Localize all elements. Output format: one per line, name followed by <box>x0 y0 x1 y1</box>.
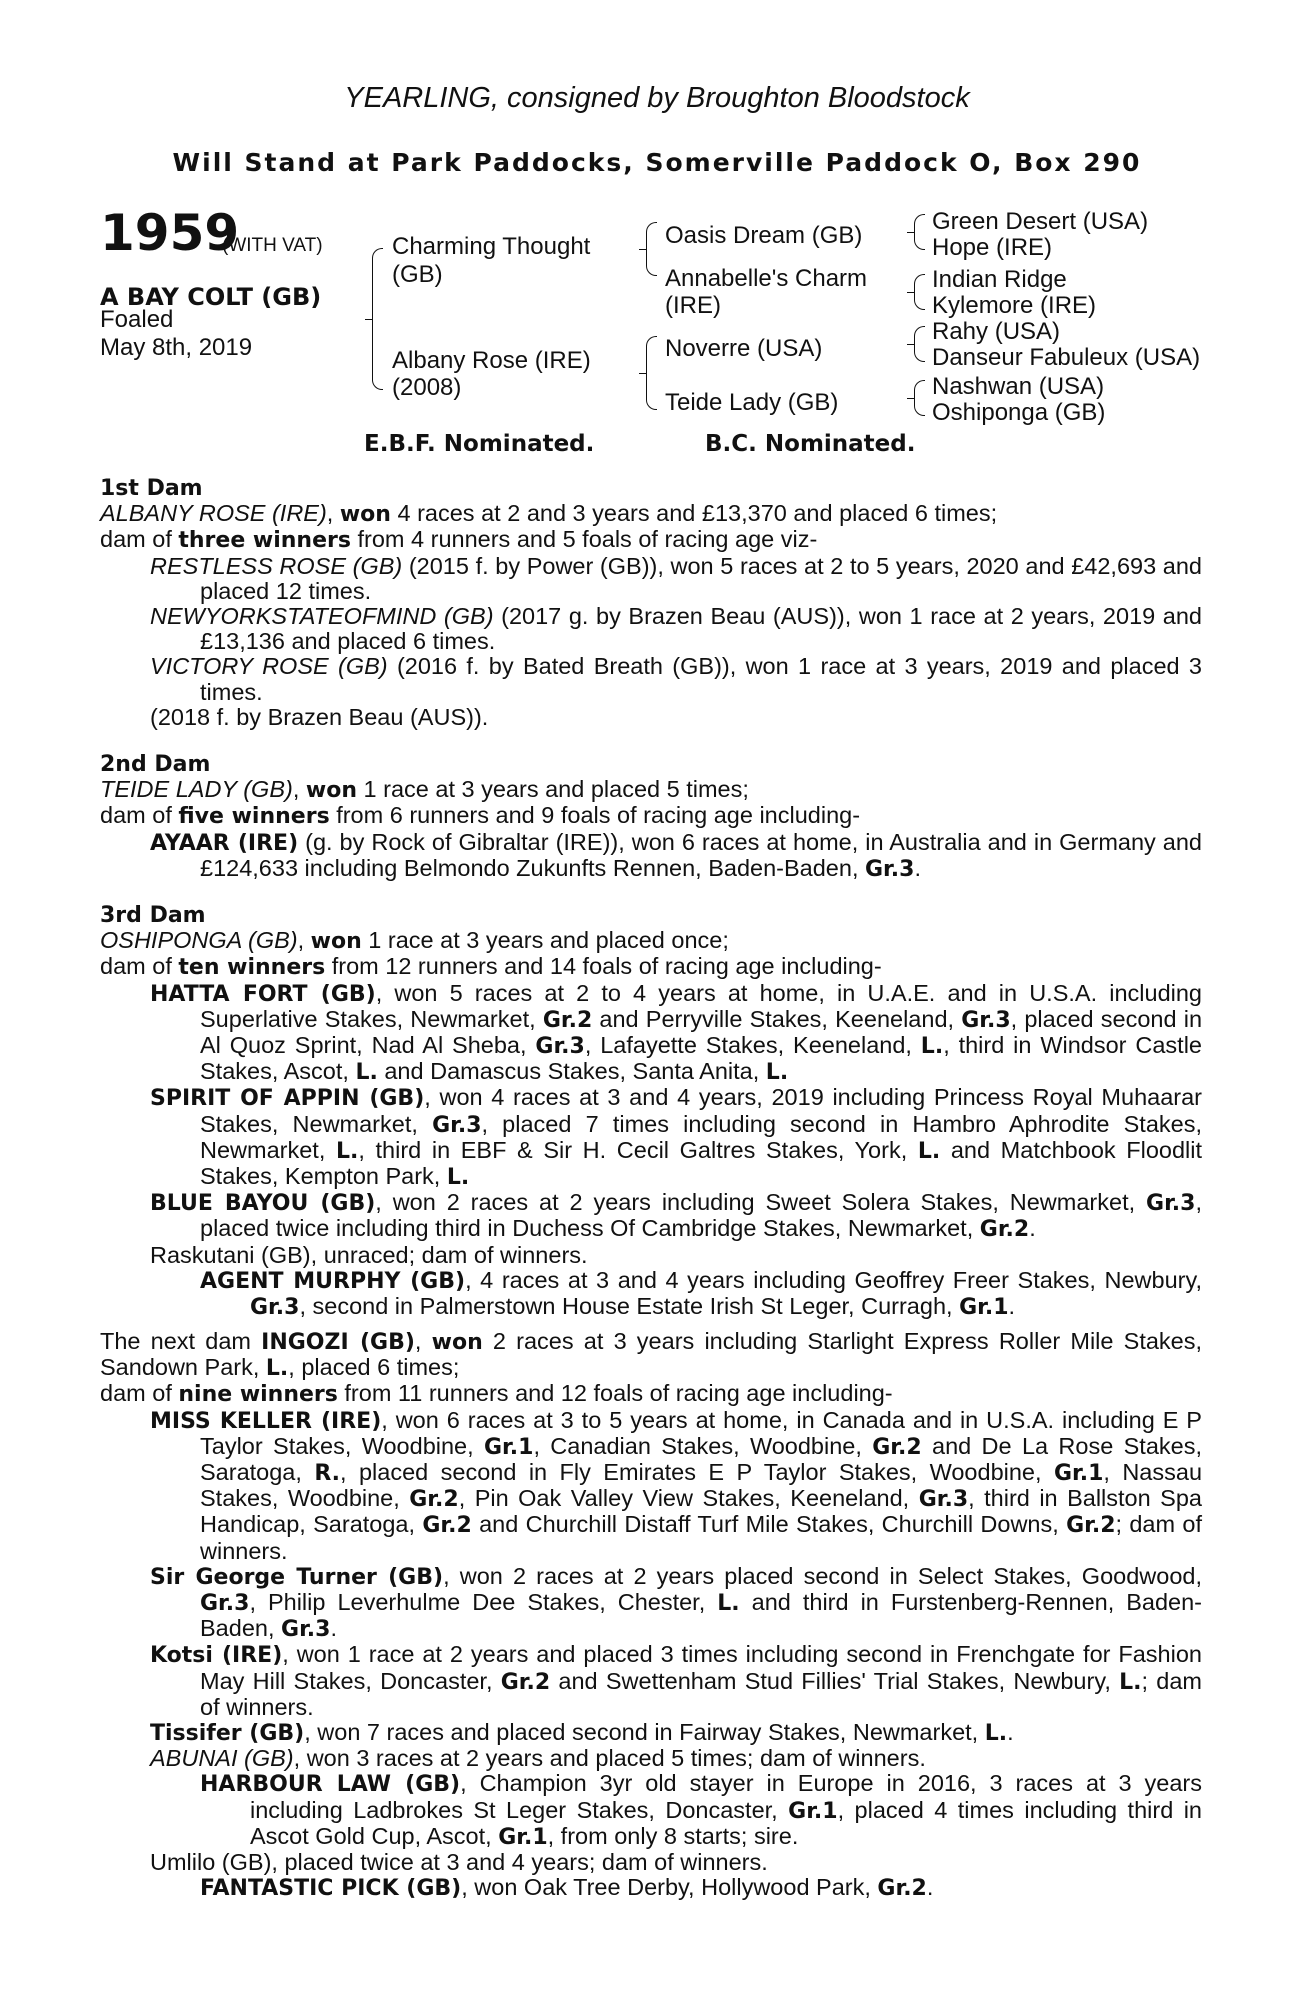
progeny-text: , placed twice including third in Duchess Of Cambridge Stakes, Newmarket, <box>200 1189 1202 1242</box>
grade-label: Gr.2 <box>409 1487 459 1513</box>
progeny-text: , won 2 races at 2 years placed second in Select Stakes, Goodwood, <box>443 1562 1203 1589</box>
progeny-entry: Umlilo (GB), placed twice at 3 and 4 years; dam of winners. <box>150 1849 768 1876</box>
grade-label: Gr.1 <box>959 1295 1009 1321</box>
second-dam-section <box>100 752 1202 882</box>
consignment-line: YEARLING, consigned by Broughton Bloodstock <box>344 82 970 114</box>
won-label: won <box>431 1330 483 1355</box>
dam-of-label: dam of <box>100 953 179 980</box>
next-dam-produce <box>100 1381 1202 1407</box>
progeny-text: , Canadian Stakes, Woodbine, <box>533 1432 873 1459</box>
first-dam-section <box>100 476 1202 730</box>
progeny-text: , placed second in Fly Emirates E P Taylor Stakes, Woodbine, <box>340 1459 1054 1486</box>
progeny-name: MISS KELLER (IRE) <box>150 1408 382 1434</box>
progeny-text: , Nassau Stakes, Woodbine, <box>200 1459 1203 1512</box>
third-dam-produce <box>100 954 1202 980</box>
progeny-entry <box>150 1746 1202 1771</box>
won-label: won <box>310 929 362 955</box>
sire-dam-sire: Indian Ridge <box>932 266 1067 293</box>
progeny-entry <box>150 1720 1202 1746</box>
progeny-name: ABUNAI (GB) <box>150 1745 294 1772</box>
bc-nominated: B.C. Nominated. <box>705 431 916 457</box>
progeny-text: and Matchbook Floodlit Stakes, Kempton Park, <box>200 1136 1203 1190</box>
progeny-text: and Perryville Stakes, Keeneland, <box>592 1005 962 1032</box>
foaled-date: May 8th, 2019 <box>100 334 253 361</box>
progeny-entry <box>150 981 1202 1086</box>
grade-label: Gr.3 <box>281 1617 331 1643</box>
grade-label: L. <box>717 1591 740 1617</box>
dam-sire-dam: Danseur Fabuleux (USA) <box>932 344 1201 371</box>
punct: . <box>1029 1215 1036 1242</box>
pedigree-brace-ds <box>914 326 925 362</box>
progeny-text: , placed 7 times including second in Hambro Aphrodite Stakes, Newmarket, <box>200 1110 1203 1163</box>
progeny-text: (2015 f. by Power (GB)), won 5 races at 2 to 5 years, 2020 and £42,693 and placed 12 times. <box>200 552 1202 604</box>
progeny-text: , second in Palmerstown House Estate Irish St Leger, Curragh, <box>299 1293 960 1320</box>
first-dam-produce <box>100 527 1202 553</box>
second-dam-record-text: 1 race at 3 years and placed 5 times; <box>357 776 749 803</box>
grade-label: L. <box>917 1138 941 1164</box>
sire-sire-sire: Green Desert (USA) <box>932 208 1149 235</box>
runners-text: from 6 runners and 9 foals of racing age including- <box>329 802 861 829</box>
pedigree-brace-dd <box>914 380 925 416</box>
progeny-text: ; dam of winners. <box>200 1667 1203 1720</box>
third-dam-record-text: 1 race at 3 years and placed once; <box>361 927 729 954</box>
grade-label: Gr.3 <box>1146 1191 1196 1217</box>
progeny-text: , from only 8 starts; sire. <box>547 1822 799 1849</box>
grade-label: Gr.2 <box>542 1007 593 1033</box>
runners-text: from 11 runners and 12 foals of racing age including- <box>337 1380 893 1407</box>
won-label: won <box>305 778 358 804</box>
third-dam-heading: 3rd Dam <box>100 903 206 928</box>
grade-label: Gr.1 <box>788 1798 838 1824</box>
grade-label: Gr.2 <box>872 1434 922 1460</box>
progeny-text: , third in Ballston Spa Handicap, Saratoga, <box>200 1485 1202 1538</box>
grade-label: Gr.3 <box>250 1295 300 1321</box>
progeny-text: , won 2 races at 2 years including Sweet Solera Stakes, Newmarket, <box>375 1189 1147 1216</box>
ebf-nominated: E.B.F. Nominated. <box>364 431 595 457</box>
progeny-text: and Damascus Stakes, Santa Anita, <box>377 1058 766 1085</box>
progeny-name: AYAAR (IRE) <box>150 830 299 856</box>
first-dam-record-text: 4 races at 2 and 3 years and £13,370 and placed 6 times; <box>390 500 998 527</box>
progeny-name: HARBOUR LAW (GB) <box>200 1772 461 1798</box>
next-dam-section <box>100 1329 1202 1901</box>
grade-label: Gr.1 <box>498 1824 548 1850</box>
progeny-text: , 4 races at 3 and 4 years including Geoffrey Freer Stakes, Newbury, <box>465 1266 1203 1293</box>
grade-label: L. <box>355 1060 378 1086</box>
second-dam-name: TEIDE LADY (GB) <box>100 776 293 803</box>
progeny-text: , won 7 races and placed second in Fairway Stakes, Newmarket, <box>304 1719 985 1746</box>
runners-text: from 4 runners and 5 foals of racing age viz- <box>350 526 818 553</box>
pedigree-brace-dam <box>646 336 657 410</box>
grade-label: Gr.3 <box>432 1112 482 1138</box>
grade-label: Gr.1 <box>1053 1461 1104 1487</box>
grand-progeny-entry <box>200 1771 1202 1850</box>
progeny-name: HATTA FORT (GB) <box>150 981 376 1007</box>
progeny-entry <box>150 1408 1202 1564</box>
third-dam-section <box>100 903 1202 1320</box>
progeny-name: AGENT MURPHY (GB) <box>200 1268 466 1294</box>
progeny-text: and Swettenham Stud Fillies' Trial Stakes, Newbury, <box>550 1667 1120 1694</box>
progeny-entry <box>150 830 1202 882</box>
grade-label: Gr.3 <box>865 856 915 882</box>
grade-label: L. <box>920 1034 944 1060</box>
grade-label: Gr.2 <box>979 1217 1030 1243</box>
progeny-entry <box>150 1642 1202 1720</box>
dam-dam: Teide Lady (GB) <box>665 389 839 416</box>
progeny-entry: (2018 f. by Brazen Beau (AUS)). <box>150 703 489 730</box>
dam-name: Albany Rose (IRE) <box>392 347 591 374</box>
progeny-name: Kotsi (IRE) <box>150 1643 283 1669</box>
progeny-text: , Champion 3yr old stayer in Europe in 2016, 3 races at 3 years including Ladbrokes St Leger Stakes, Doncaster, <box>250 1770 1203 1823</box>
lot-number: 1959 <box>100 204 240 262</box>
grade-label: Gr.3 <box>918 1487 969 1513</box>
punct: . <box>330 1615 337 1642</box>
progeny-text: , won 3 races at 2 years and placed 5 times; dam of winners. <box>293 1745 926 1772</box>
first-dam-heading: 1st Dam <box>100 476 203 501</box>
grade-label: Gr.2 <box>500 1669 551 1695</box>
grade-label: L. <box>984 1721 1008 1747</box>
grade-label: R. <box>314 1461 341 1487</box>
dam-year: (2008) <box>392 374 462 401</box>
dam-dam-sire: Nashwan (USA) <box>932 373 1105 400</box>
next-dam-intro: The next dam <box>100 1328 262 1354</box>
winners-count: five winners <box>178 804 330 830</box>
punct: . <box>926 1874 934 1901</box>
sire-dam-dam: Kylemore (IRE) <box>932 292 1097 319</box>
grade-label: Gr.3 <box>535 1034 585 1060</box>
punct: . <box>914 854 921 881</box>
progeny-text: (2016 f. by Bated Breath (GB)), won 1 race at 3 years, 2019 and placed 3 times. <box>200 653 1203 705</box>
foaled-label: Foaled <box>100 306 174 333</box>
dam-of-label: dam of <box>100 526 179 553</box>
dam-sire: Noverre (USA) <box>665 335 823 362</box>
dam-of-label: dam of <box>100 802 179 829</box>
third-dam-name: OSHIPONGA (GB) <box>100 927 298 954</box>
sire-origin: (GB) <box>392 261 443 288</box>
sire-name: Charming Thought <box>392 233 591 260</box>
progeny-text: and De La Rose Stakes, Saratoga, <box>200 1432 1202 1486</box>
progeny-name: Tissifer (GB) <box>150 1721 305 1747</box>
first-dam-name: ALBANY ROSE (IRE) <box>100 500 327 527</box>
progeny-text: , won Oak Tree Derby, Hollywood Park, <box>461 1874 878 1901</box>
sire-dam-name: Annabelle's Charm <box>665 265 868 292</box>
grade-label: Gr.2 <box>422 1513 472 1539</box>
progeny-entry <box>150 1190 1202 1242</box>
progeny-text: , won 5 races at 2 to 4 years at home, in U.A.E. and in U.S.A. including Superlative Stakes, Newmarket, <box>200 979 1203 1032</box>
pedigree-brace-sd <box>914 274 925 310</box>
progeny-text: , Lafayette Stakes, Keeneland, <box>584 1032 921 1059</box>
pedigree-brace-gen1 <box>372 248 383 390</box>
progeny-text: , won 1 race at 2 years and placed 3 times including second in Frenchgate for Fashion May Hill Stakes, Doncaster, <box>200 1641 1202 1694</box>
first-dam-record: ALBANY ROSE (IRE), won 4 races at 2 and 3 years and £13,370 and placed 6 times; <box>100 500 998 528</box>
progeny-entry <box>150 1564 1202 1643</box>
won-label: won <box>339 502 391 528</box>
pedigree-brace-sire <box>646 222 657 276</box>
pedigree-brace-ss <box>914 214 925 250</box>
progeny-text: , won 4 races at 3 and 4 years, 2019 including Princess Royal Muhaarar Stakes, Newmarket, <box>200 1084 1203 1137</box>
progeny-entry: Raskutani (GB), unraced; dam of winners. <box>150 1241 588 1268</box>
grade-label: Gr.2 <box>1066 1513 1116 1539</box>
progeny-name: VICTORY ROSE (GB) <box>150 653 388 680</box>
progeny-text: , Pin Oak Valley View Stakes, Keeneland, <box>458 1485 919 1512</box>
progeny-entry <box>150 554 1202 604</box>
grade-label: L. <box>335 1138 359 1164</box>
progeny-name: FANTASTIC PICK (GB) <box>200 1876 462 1902</box>
grade-label: L. <box>446 1165 470 1191</box>
progeny-entry <box>150 604 1202 654</box>
grade-label: Gr.3 <box>961 1007 1011 1033</box>
progeny-name: RESTLESS ROSE (GB) <box>150 552 403 579</box>
next-dam-record-text: , placed 6 times; <box>288 1354 460 1381</box>
dam-sire-sire: Rahy (USA) <box>932 318 1061 345</box>
grade-label: L. <box>765 1060 789 1086</box>
grade-label: L. <box>265 1356 289 1382</box>
grade-label: Gr.2 <box>877 1876 927 1902</box>
grade-label: L. <box>1119 1669 1142 1695</box>
next-dam-record <box>100 1329 1202 1381</box>
punct: , <box>414 1328 432 1354</box>
progeny-name: BLUE BAYOU (GB) <box>150 1191 376 1217</box>
progeny-text: , third in Windsor Castle Stakes, Ascot, <box>200 1032 1202 1085</box>
grand-progeny-entry <box>200 1875 1202 1901</box>
progeny-name: SPIRIT OF APPIN (GB) <box>150 1086 425 1112</box>
progeny-entry <box>150 654 1202 704</box>
progeny-text: , placed 4 times including third in Ascot Gold Cup, Ascot, <box>250 1796 1202 1849</box>
dam-dam-dam: Oshiponga (GB) <box>932 399 1106 426</box>
second-dam-produce <box>100 803 1202 829</box>
dam-of-label: dam of <box>100 1380 179 1407</box>
vat-note: (WITH VAT) <box>222 235 323 256</box>
sire-dam-origin: (IRE) <box>665 292 721 319</box>
runners-text: from 12 runners and 14 foals of racing age including- <box>325 953 882 980</box>
progeny-name: NEWYORKSTATEOFMIND (GB) <box>150 603 494 630</box>
grade-label: Gr.1 <box>484 1434 534 1460</box>
winners-count: ten winners <box>178 955 326 981</box>
progeny-text: , Philip Leverhulme Dee Stakes, Chester, <box>249 1589 718 1616</box>
lot-description: A BAY COLT (GB) <box>100 283 322 311</box>
grand-progeny-entry <box>200 1268 1202 1320</box>
progeny-text: , placed second in Al Quoz Sprint, Nad Al Sheba, <box>200 1005 1203 1059</box>
punct: . <box>1007 1719 1014 1746</box>
winners-count: three winners <box>178 528 351 554</box>
progeny-text: (2017 g. by Brazen Beau (AUS)), won 1 race at 2 years, 2019 and £13,136 and placed 6 times. <box>200 603 1203 655</box>
second-dam-record: TEIDE LADY (GB), won 1 race at 3 years and placed 5 times; <box>100 776 749 804</box>
progeny-text: ; dam of winners. <box>200 1511 1202 1564</box>
progeny-text: and Churchill Distaff Turf Mile Stakes, Churchill Downs, <box>471 1511 1067 1538</box>
progeny-text: and third in Furstenberg-Rennen, Baden-Baden, <box>200 1589 1203 1642</box>
progeny-text: , won 6 races at 3 to 5 years at home, in Canada and in U.S.A. including E P Taylor Stakes, Woodbine, <box>200 1406 1202 1459</box>
progeny-entry <box>150 1085 1202 1190</box>
second-dam-heading: 2nd Dam <box>100 752 211 777</box>
sire-sire-dam: Hope (IRE) <box>932 234 1053 261</box>
third-dam-record: OSHIPONGA (GB), won 1 race at 3 years and placed once; <box>100 927 729 955</box>
grade-label: Gr.3 <box>200 1591 250 1617</box>
progeny-name: Sir George Turner (GB) <box>150 1564 444 1590</box>
next-dam-name: INGOZI (GB) <box>261 1330 415 1355</box>
punct: . <box>1008 1293 1016 1320</box>
winners-count: nine winners <box>178 1382 338 1408</box>
progeny-text: , third in EBF & Sir H. Cecil Galtres Stakes, York, <box>358 1136 918 1163</box>
sire-sire: Oasis Dream (GB) <box>665 222 863 249</box>
stand-location: Will Stand at Park Paddocks, Somerville Paddock O, Box 290 <box>172 148 1142 177</box>
progeny-text: (g. by Rock of Gibraltar (IRE)), won 6 races at home, in Australia and in Germany and £124,633 including Belmondo Zukunfts Rennen, Baden-Baden, <box>200 828 1202 881</box>
next-dam-record-text: 2 races at 3 years including Starlight Express Roller Mile Stakes, Sandown Park, <box>100 1328 1203 1381</box>
